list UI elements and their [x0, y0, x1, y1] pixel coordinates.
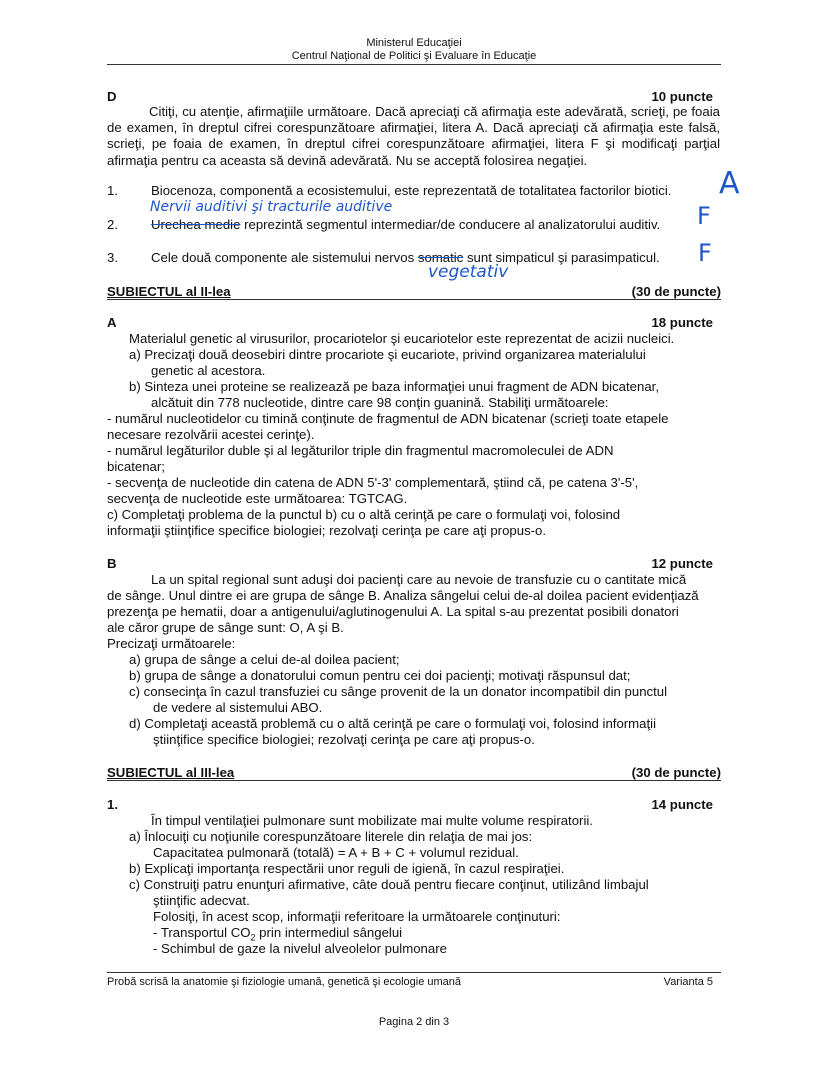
- s3-q1-a1: a) Înlocuiţi cu noţiunile corespunzătoare literele din relaţia de mai jos:: [129, 829, 533, 844]
- s2a-d3: - secvenţa de nucleotide din catena de ADN 5'-3' complementară, ştiind că, pe catena 3'-5',: [107, 475, 639, 490]
- d-item-1-num: 1.: [107, 183, 118, 198]
- page-number: Pagina 2 din 3: [378, 1016, 450, 1028]
- s2a-a1: a) Precizaţi două deosebiri dintre procariote şi eucariote, privind organizarea materialului: [129, 347, 646, 362]
- subiect-3-title: SUBIECTUL al III-lea: [107, 765, 235, 780]
- s2a-intro: Materialul genetic al virusurilor, procariotelor şi eucariotelor este reprezentat de acizii nucleici.: [129, 331, 675, 346]
- section-d-letter: D: [107, 89, 117, 104]
- s2b-p2: de sânge. Unul dintre ei are grupa de sânge B. Analiza sângelui celui de-al doilea pacient evidenţiază: [107, 588, 699, 603]
- s3-q1-b: b) Explicaţi importanţa respectării unor reguli de igienă, în cazul respiraţiei.: [129, 861, 565, 876]
- s2a-d2b: bicatenar;: [107, 459, 165, 474]
- header-rule: [107, 64, 721, 65]
- s2a-b2: alcătuit din 778 nucleotide, dintre care 98 conţin guanină. Stabiliţi următoarele:: [151, 395, 609, 410]
- s3-q1-a2: Capacitatea pulmonară (totală) = A + B + C + volumul rezidual.: [153, 845, 519, 860]
- s2b-p1: La un spital regional sunt aduşi doi pacienţi care au nevoie de transfuzie cu o cantitate mică: [151, 572, 687, 587]
- handwritten-answer-1: A: [719, 166, 740, 201]
- d-item-2-text: Urechea medie reprezintă segmentul intermediar/de conducere al analizatorului auditiv.: [151, 217, 661, 232]
- s2a-d3b: secvenţa de nucleotide este următoarea: TGTCAG.: [107, 491, 408, 506]
- s2b-d1: d) Completaţi această problemă cu o altă cerinţă pe care o formulaţi voi, folosind informaţii: [129, 716, 657, 731]
- s2b-c1: c) consecinţa în cazul transfuziei cu sânge provenit de la un donator incompatibil din punctul: [129, 684, 668, 699]
- s2b-points: 12 puncte: [651, 556, 713, 571]
- s2a-letter: A: [107, 315, 117, 330]
- s3-q1-points: 14 puncte: [651, 797, 713, 812]
- s2b-p3: prezenţa pe hematii, doar a antigenului/aglutinogenului A. La spital s-au prezentat posibili donatori: [107, 604, 679, 619]
- s2a-d1b: necesare rezolvării acestei cerinţe).: [107, 427, 315, 442]
- s2a-c2: informaţii ştiinţifice specifice biologiei; rezolvaţi cerinţa pe care aţi propus-o.: [107, 523, 547, 538]
- handwritten-answer-3: F: [698, 239, 712, 267]
- footer-right: Varianta 5: [663, 976, 713, 988]
- handwritten-correction-2: Nervii auditivi şi tracturile auditive: [150, 199, 393, 215]
- s2a-c1: c) Completaţi problema de la punctul b) cu o altă cerinţă pe care o formulaţi voi, folosind: [107, 507, 621, 522]
- s2b-letter: B: [107, 556, 117, 571]
- s2a-points: 18 puncte: [651, 315, 713, 330]
- subiect-2-rule: [107, 299, 721, 300]
- s2b-a: a) grupa de sânge a celui de-al doilea pacient;: [129, 652, 400, 667]
- s2a-d1: - numărul nucleotidelor cu timină conţinute de fragmentul de ADN bicatenar (scrieţi toate etapele: [107, 411, 669, 426]
- d-item-3-struck: somatic: [417, 250, 464, 265]
- s2a-b1: b) Sinteza unei proteine se realizează pe baza informaţiei unui fragment de ADN bicatenar,: [129, 379, 660, 394]
- s2b-c2: de vedere al sistemului ABO.: [153, 700, 323, 715]
- s3-q1-num: 1.: [107, 797, 118, 812]
- subiect-2-title: SUBIECTUL al II-lea: [107, 284, 231, 299]
- s3-q1-c1: c) Construiţi patru enunţuri afirmative, câte două pentru fiecare conţinut, utilizând limbajul: [129, 877, 649, 892]
- subiect-3-points: (30 de puncte): [631, 765, 721, 780]
- d-item-2-num: 2.: [107, 217, 118, 232]
- footer-left: Probă scrisă la anatomie şi fiziologie umană, genetică şi ecologie umană: [107, 976, 462, 988]
- subiect-2-points: (30 de puncte): [631, 284, 721, 299]
- s2b-d2: ştiinţifice specifice biologiei; rezolvaţi cerinţa pe care aţi propus-o.: [153, 732, 535, 747]
- s3-q1-intro: În timpul ventilaţiei pulmonare sunt mobilizate mai multe volume respiratorii.: [151, 813, 593, 828]
- d-item-1-text: Biocenoza, componentă a ecosistemului, este reprezentată de totalitatea factorilor biotici.: [151, 183, 672, 198]
- s3-q1-c3: Folosiţi, în acest scop, informaţii referitoare la următoarele conţinuturi:: [153, 909, 561, 924]
- section-d-intro: Citiţi, cu atenţie, afirmaţiile următoare. Dacă apreciaţi că afirmaţia este adevărată, scrieţi, pe foaia de examen, în dreptul cifrei corespunzătoare afirmaţiei, litera A. Dacă apreciaţi că afirmaţia este falsă, scrieţi, pe foaia de examen, în dreptul cifrei corespunzătoare afirmaţiei, litera F şi modificaţi parţial afirmaţia pentru ca aceasta să devină adevărată. Nu se acceptă folosirea negaţiei.: [107, 104, 720, 168]
- s3-q1-c4: - Transportul $CO_2$ prin intermediul sângelui: [153, 925, 403, 943]
- handwritten-answer-2: F: [697, 202, 711, 230]
- header-center: Centrul Naţional de Politici şi Evaluare în Educaţie: [291, 50, 537, 62]
- s2a-a2: genetic al acestora.: [151, 363, 266, 378]
- s2b-b: b) grupa de sânge a donatorului comun pentru cei doi pacienţi; motivaţi răspunsul dat;: [129, 668, 631, 683]
- section-d-points: 10 puncte: [651, 89, 713, 104]
- s2b-p5: Precizaţi următoarele:: [107, 636, 236, 651]
- footer-rule: [107, 972, 721, 973]
- s3-q1-c2: ştiinţific adecvat.: [153, 893, 250, 908]
- handwritten-correction-3: vegetativ: [428, 262, 509, 282]
- d-item-3-num: 3.: [107, 250, 118, 265]
- subiect-3-rule: [107, 780, 721, 781]
- d-item-2-struck: Urechea medie: [151, 217, 241, 232]
- header-ministry: Ministerul Educaţiei: [366, 37, 462, 49]
- s2a-d2: - numărul legăturilor duble şi al legăturilor triple din fragmentul macromoleculei de ADN: [107, 443, 614, 458]
- d-item-3-text: Cele două componente ale sistemului nervos somatic sunt simpaticul şi parasimpaticul.: [151, 250, 660, 265]
- s2b-p4: ale căror grupe de sânge sunt: O, A şi B.: [107, 620, 344, 635]
- s3-q1-c5: - Schimbul de gaze la nivelul alveolelor pulmonare: [153, 941, 447, 956]
